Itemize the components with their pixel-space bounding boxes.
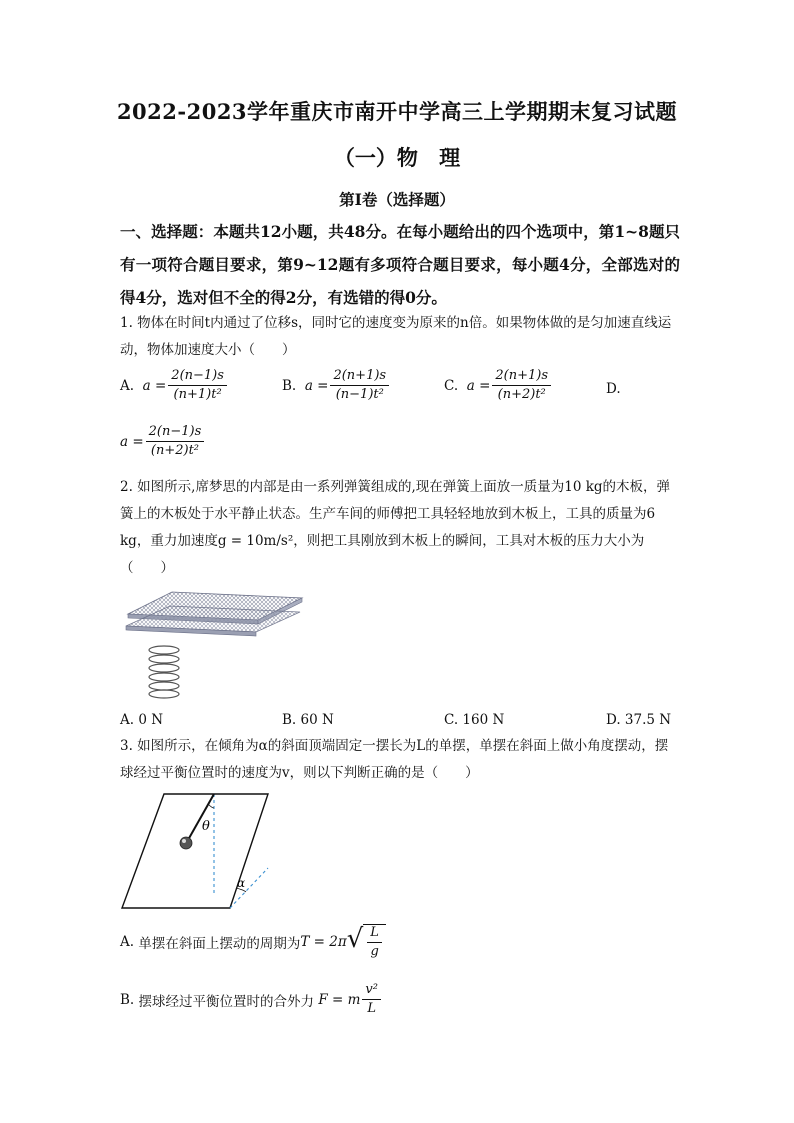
theta-label: θ: [202, 819, 210, 834]
mattress-spring-figure: [120, 588, 310, 700]
question-2-text: 2. 如图所示,席梦思的内部是由一系列弹簧组成的,现在弹簧上面放一质量为10 kg的木板，弹簧上的木板处于水平静止状态。生产车间的师傅把工具轻轻地放到木板上，工具的质量为6 kg，重力加速度g = 10m/s²，则把工具刚放到木板上的瞬间，工具对木板的压力大小为（ ）: [120, 479, 671, 576]
alpha-label: α: [237, 876, 246, 890]
formula-fraction: [362, 982, 381, 1017]
denominator: g: [370, 944, 379, 959]
numerator: 2(n−1)s: [168, 368, 227, 386]
volume-heading: 第Ⅰ卷（选择题）: [339, 190, 455, 209]
exam-subtitle: （一）物 理: [333, 145, 461, 170]
numerator: L: [367, 925, 382, 943]
question-1-text: 1. 物体在时间t内通过了位移s，同时它的速度变为原来的n倍。如果物体做的是匀加速直线运动，物体加速度大小（ ）: [120, 315, 672, 358]
sqrt-icon: √: [346, 924, 364, 954]
option-label: C.: [444, 377, 459, 394]
q1-option-d-label: [606, 381, 621, 397]
q2-option-d: D. 37.5 N: [606, 712, 672, 728]
formula-lhs: F = m: [318, 991, 361, 1008]
formula-lhs: a =: [142, 377, 167, 394]
formula-fraction: [492, 368, 551, 403]
formula-lhs: T = 2π: [300, 934, 347, 950]
denominator: (n+2)t²: [497, 387, 546, 402]
option-text: 单摆在斜面上摆动的周期为: [138, 936, 301, 952]
q3-option-b: [120, 982, 383, 1017]
denominator: (n+1)t²: [173, 387, 222, 402]
question-3-text: 3. 如图所示，在倾角为α的斜面顶端固定一摆长为L的单摆，单摆在斜面上做小角度摆动，摆球经过平衡位置时的速度为v，则以下判断正确的是（ ）: [120, 738, 669, 781]
option-label: B.: [282, 377, 297, 394]
numerator: 2(n+1)s: [330, 368, 389, 386]
radicand: [363, 924, 386, 960]
option-label: A.: [120, 934, 135, 950]
q1-option-d: [120, 424, 206, 459]
denominator: L: [367, 1001, 376, 1016]
formula-fraction: [168, 368, 227, 403]
option-label: D.: [606, 381, 621, 397]
option-label: B.: [120, 991, 135, 1008]
q1-option-c: [444, 368, 553, 403]
numerator: 2(n−1)s: [146, 424, 205, 442]
section-instructions: 一、选择题：本题共12小题，共48分。在每小题给出的四个选项中，第1~8题只有一项符合题目要求，第9~12题有多项符合题目要求，每小题4分，全部选对的得4分，选对但不全的得2分，有选错的得0分。: [120, 222, 680, 307]
q2-option-a: A. 0 N: [120, 712, 164, 728]
denominator: (n+2)t²: [150, 443, 200, 458]
incline-pendulum-figure: [118, 790, 278, 914]
q1-option-a: [120, 368, 229, 403]
option-label: A.: [120, 377, 135, 394]
q2-option-b: B. 60 N: [282, 712, 334, 728]
q1-option-b: [282, 368, 391, 403]
formula-fraction: [146, 424, 205, 459]
denominator: (n−1)t²: [335, 387, 384, 402]
numerator: v²: [362, 982, 381, 1000]
q3-option-a: [120, 924, 386, 960]
formula-lhs: a =: [466, 377, 491, 394]
q2-option-c: C. 160 N: [444, 712, 505, 728]
numerator: 2(n+1)s: [492, 368, 551, 386]
formula-lhs: a =: [120, 433, 144, 450]
formula-fraction: [367, 925, 382, 960]
sqrt-expression: [347, 924, 386, 960]
option-text: 摆球经过平衡位置时的合外力: [138, 993, 315, 1010]
formula-lhs: a =: [304, 377, 329, 394]
formula-fraction: [330, 368, 389, 403]
exam-title: 2022-2023学年重庆市南开中学高三上学期期末复习试题: [116, 99, 678, 124]
